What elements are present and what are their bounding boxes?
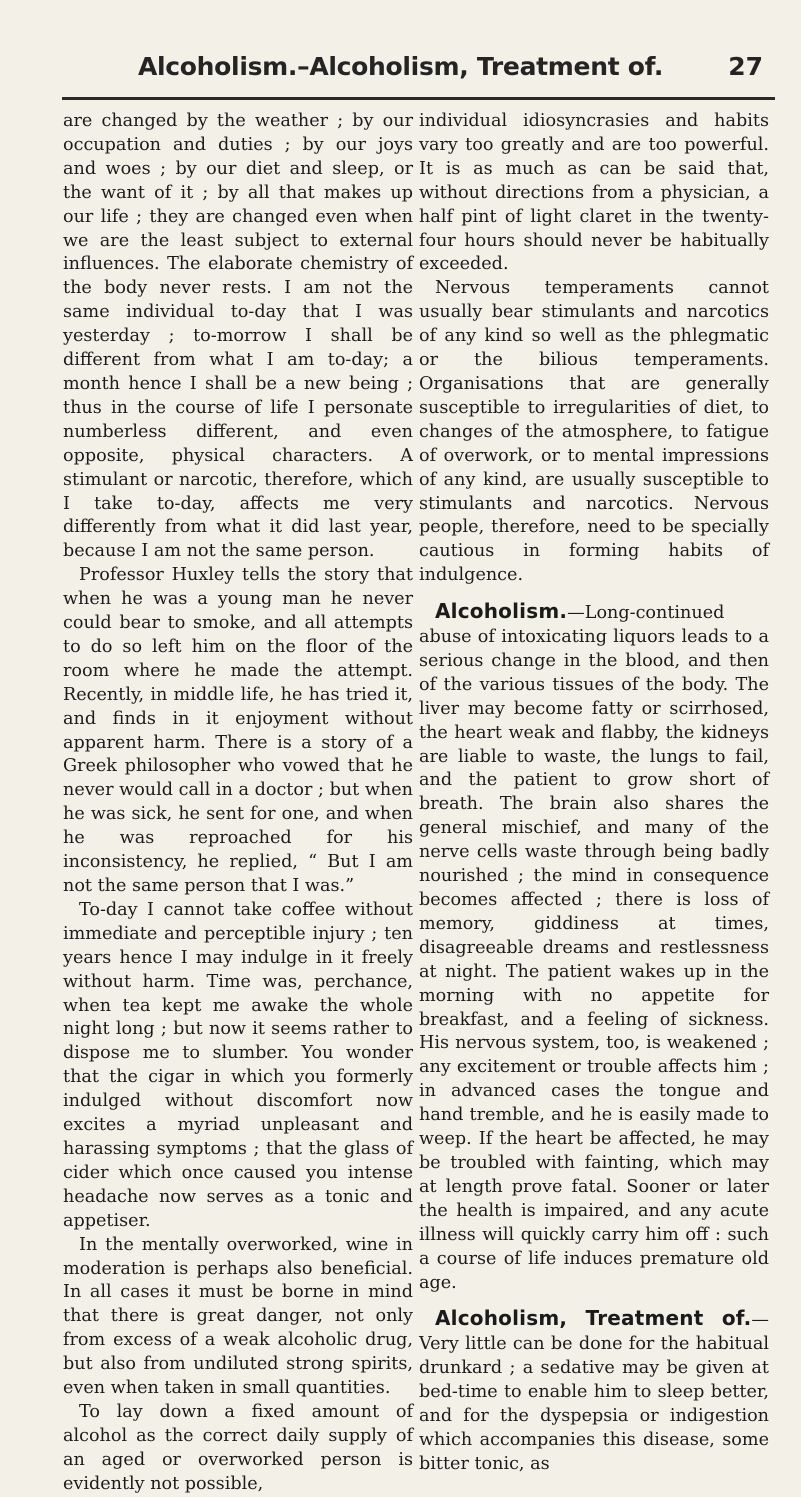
running-head: Alcoholism.–Alcoholism, Treatment of.	[137, 52, 664, 81]
left-column	[63, 110, 413, 1497]
entry-text: —Long-continued abuse of intoxicating liquors leads to a serious change in the blood, and then of the various tissues of the body. The liver may become fatty or scirrhosed, the heart weak and flabby, the kidneys are liable to waste, the lungs to fail, and the patient to grow short of breath. The brain also shares the general mischief, and many of the nerve cells waste through being badly nourished ; the mind in consequence becomes affected ; there is loss of memory, giddiness at times, disagreeable dreams and restlessness at night. The patient wakes up in the morning with no appetite for breakfast, and a feeling of sickness. His nervous system, too, is weakened ; any excitement or trouble affects him ; in advanced cases the tongue and hand tremble, and he is easily made to weep. If the heart be affected, he may be troubled with fainting, which may at length prove fatal. Sooner or later the health is impaired, and any acute illness will quickly carry him off : such a course of life induces premature old age.	[419, 603, 769, 1293]
header-rule	[62, 97, 775, 100]
paragraph: Nervous temperaments cannot usually bear stimulants and narcotics of any kind so well as the phlegmatic or the bilious temperaments. Organisations that are generally susceptible to irregularities of diet, to changes of the atmosphere, to fatigue of overwork, or to mental impressions of any kind, are usually susceptible to stimulants and narcotics. Nervous people, therefore, need to be specially cautious in forming habits of indulgence.	[419, 278, 769, 586]
entry-heading: Alcoholism.	[435, 599, 568, 624]
paragraph: In the mentally overworked, wine in moderation is perhaps also beneficial. In all cases it must be borne in mind that there is great danger, not only from excess of a weak alcoholic drug, but also from undiluted strong spirits, even when taken in small quantities.	[63, 1234, 413, 1399]
page-number: 27	[728, 52, 763, 81]
entry-heading: Alcoholism, Treatment of.	[435, 1306, 752, 1331]
right-column	[419, 110, 769, 1477]
entry-text: — Very little can be done for the habitual drunkard ; a sedative may be given at bed-time to enable him to sleep better, and for the dyspepsia or indigestion which accompanies this disease, some bitter tonic, as	[419, 1310, 769, 1474]
paragraph: To-day I cannot take coffee without immediate and perceptible injury ; ten years hence I may indulge in it freely without harm. Time was, perchance, when tea kept me awake the whole night long ; but now it seems rather to dispose me to slumber. You wonder that the cigar in which you formerly indulged without discomfort now excites a myriad unpleasant and harassing symptoms ; that the glass of cider which once caused you intense headache now serves as a tonic and appetiser.	[63, 899, 413, 1231]
entry-alcoholism-treatment	[419, 1307, 769, 1476]
paragraph: Professor Huxley tells the story that when he was a young man he never could bear to smoke, and all attempts to do so left him on the floor of the room where he made the attempt. Recently, in middle life, he has tried it, and finds in it enjoyment without apparent harm. There is a story of a Greek philosopher who vowed that he never would call in a doctor ; but when he was sick, he sent for one, and when he was reproached for his inconsistency, he replied, “ But I am not the same person that I was.”	[63, 565, 413, 896]
entry-alcoholism	[419, 600, 769, 1295]
paragraph: are changed by the weather ; by our occupation and duties ; by our joys and woes ; by our diet and sleep, or the want of it ; by all that makes up our life ; they are changed even when we are the least subject to external influences. The elaborate chemistry of the body never rests. I am not the same individual to-day that I was yesterday ; to-morrow I shall be different from what I am to-day; a month hence I shall be a new being ; thus in the course of life I personate numberless different, and even opposite, physical characters. A stimulant or narcotic, therefore, which I take to-day, affects me very differently from what it did last year, because I am not the same person.	[63, 111, 413, 562]
page-header	[0, 52, 801, 86]
paragraph: To lay down a fixed amount of alcohol as the correct daily supply of an aged or overworked person is evidently not possible,	[63, 1401, 413, 1494]
paragraph: individual idiosyncrasies and habits vary too greatly and are too powerful. It is as much as can be said that, without directions from a physician, a half pint of light claret in the twenty-four hours should never be habitually exceeded.	[419, 111, 769, 275]
